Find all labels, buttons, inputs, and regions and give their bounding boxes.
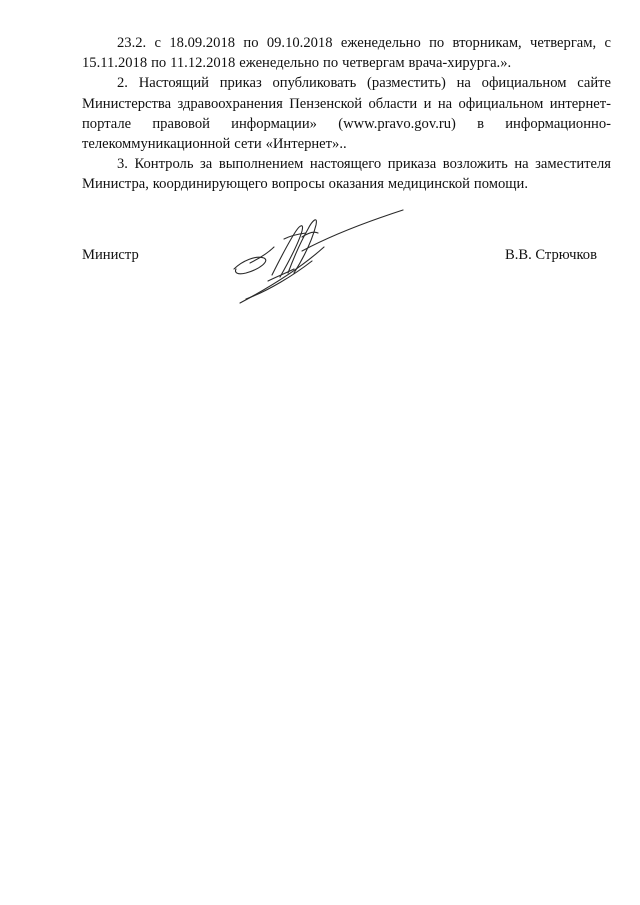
paragraph-schedule: 23.2. с 18.09.2018 по 09.10.2018 еженедельно по вторникам, четвергам, с 15.11.2018 по 11.12.2018 еженедельно по четвергам врача-хирурга.».	[82, 35, 611, 72]
signer-name: В.В. Стрючков	[504, 247, 597, 263]
paragraph-control: 3. Контроль за выполнением настоящего приказа возложить на заместителя Министра, координирующего вопросы оказания медицинской помощи.	[82, 156, 611, 193]
handwritten-signature	[228, 203, 408, 308]
paragraph-publication: 2. Настоящий приказ опубликовать (разместить) на официальном сайте Министерства здравоохранения Пензенской области и на официальном интернет-портале правовой информации» (www.pravo.gov.ru) в информационно-телекоммуникационной сети «Интернет»..	[82, 75, 611, 153]
document-body	[82, 33, 611, 195]
signer-role: Министр	[82, 247, 139, 263]
